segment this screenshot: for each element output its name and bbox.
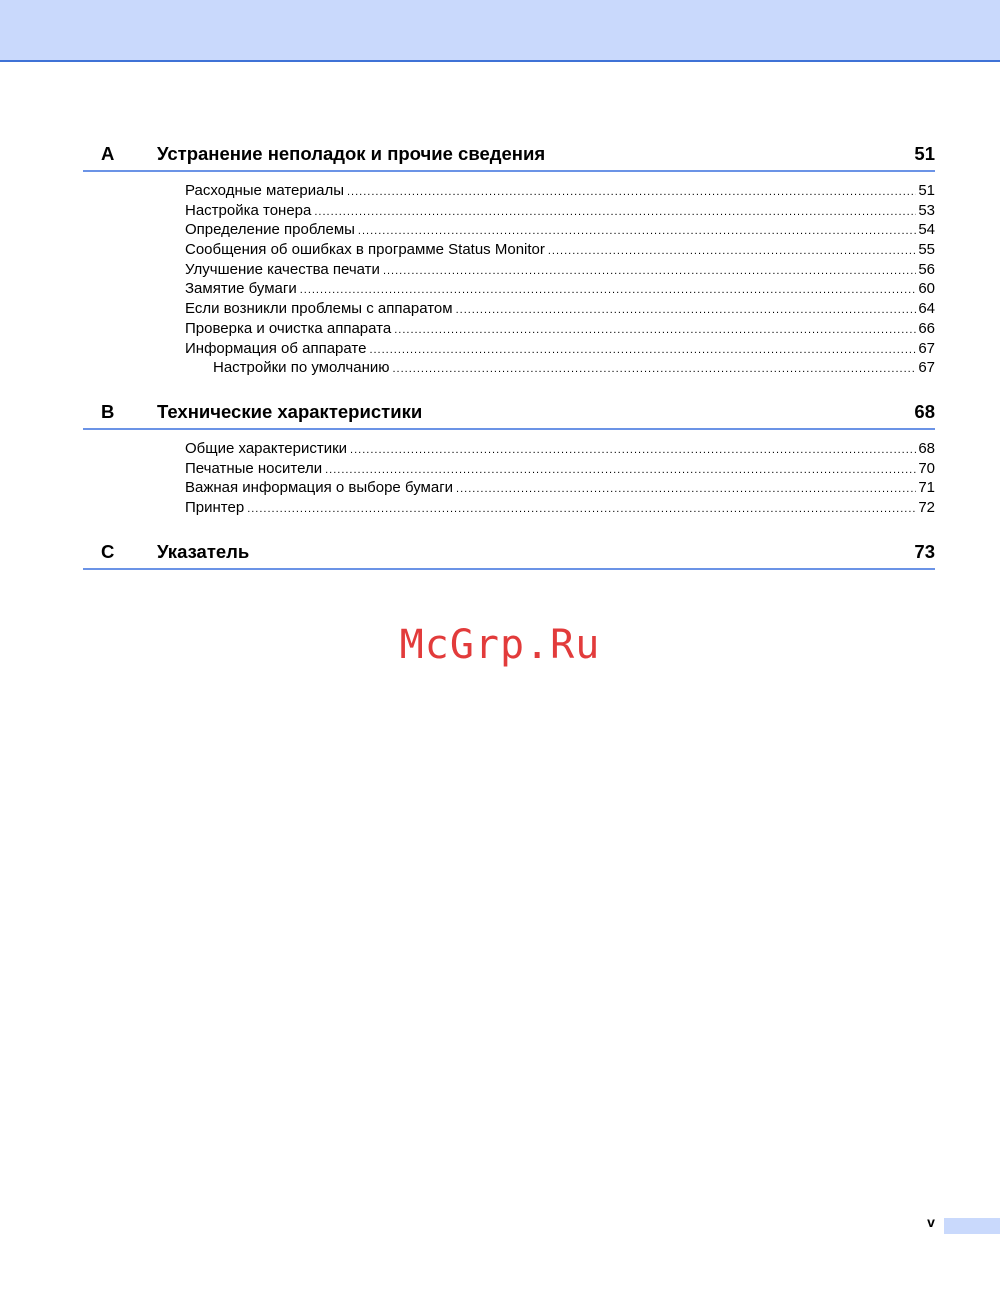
toc-entry-page: 56 xyxy=(918,260,935,278)
toc-subentry[interactable] xyxy=(83,358,935,378)
toc-entry-page: 71 xyxy=(918,479,935,497)
chapter-b-entries xyxy=(83,430,935,536)
dot-leader xyxy=(456,478,916,498)
dot-leader xyxy=(247,498,916,518)
chapter-page: 51 xyxy=(914,143,935,164)
toc-entry-label: Улучшение качества печати xyxy=(185,260,380,278)
toc-entry-label: Настройка тонера xyxy=(185,201,312,219)
toc-entry[interactable] xyxy=(83,319,935,339)
dot-leader xyxy=(358,220,916,240)
toc-entry-label: Расходные материалы xyxy=(185,182,344,199)
toc-entry-label: Информация об аппарате xyxy=(185,339,367,357)
chapter-title: Указатель xyxy=(157,540,250,562)
toc-entry-label: Настройки по умолчанию xyxy=(213,359,390,377)
toc-entry-page: 70 xyxy=(918,459,935,477)
toc-entry[interactable] xyxy=(83,260,935,280)
toc-entry-label: Проверка и очистка аппарата xyxy=(185,319,392,337)
chapter-page: 73 xyxy=(914,540,935,562)
toc-entry[interactable] xyxy=(83,181,935,201)
dot-leader xyxy=(347,181,916,201)
toc-entry-label: Важная информация о выборе бумаги xyxy=(185,479,454,497)
chapter-heading-a[interactable] xyxy=(83,138,935,172)
toc-entry-label: Принтер xyxy=(185,498,245,516)
toc-entry-page: 53 xyxy=(918,201,935,219)
toc-entry[interactable] xyxy=(83,339,935,359)
dot-leader xyxy=(394,319,916,339)
chapter-letter: A xyxy=(101,143,115,164)
toc-entry-label: Если возникли проблемы с аппаратом xyxy=(185,300,453,318)
dot-leader xyxy=(548,240,916,260)
dot-leader xyxy=(300,279,917,299)
toc-entry-page: 66 xyxy=(918,319,935,337)
toc-entry-page: 51 xyxy=(918,182,935,199)
chapter-a-entries xyxy=(83,172,935,396)
toc-entry[interactable] xyxy=(83,299,935,319)
toc-entry-page: 68 xyxy=(918,439,935,457)
dot-leader xyxy=(350,439,916,459)
toc-entry-page: 67 xyxy=(918,339,935,357)
dot-leader xyxy=(325,459,916,479)
toc-entry-page: 60 xyxy=(918,280,935,298)
dot-leader xyxy=(393,358,917,378)
toc-entry[interactable] xyxy=(83,279,935,299)
toc-entry-label: Общие характеристики xyxy=(185,439,348,457)
chapter-heading-b[interactable] xyxy=(83,396,935,430)
toc-entry[interactable] xyxy=(83,459,935,479)
page-tab-marker xyxy=(944,1218,1000,1234)
dot-leader xyxy=(369,339,916,359)
toc-entry[interactable] xyxy=(83,240,935,260)
toc-entry-label: Сообщения об ошибках в программе Status Monitor xyxy=(185,241,545,259)
chapter-page: 68 xyxy=(914,400,935,422)
toc-entry-page: 55 xyxy=(918,241,935,259)
toc-entry-label: Печатные носители xyxy=(185,459,323,477)
toc-entry-label: Определение проблемы xyxy=(185,221,355,239)
toc-entry-page: 72 xyxy=(918,498,935,516)
page-number: v xyxy=(927,1214,935,1230)
dot-leader xyxy=(383,260,916,280)
toc-entry[interactable] xyxy=(83,498,935,518)
watermark-text: McGrp.Ru xyxy=(399,622,601,668)
chapter-letter: C xyxy=(101,540,115,562)
dot-leader xyxy=(314,201,916,221)
toc-entry[interactable] xyxy=(83,439,935,459)
chapter-title: Устранение неполадок и прочие сведения xyxy=(157,143,546,164)
dot-leader xyxy=(456,299,917,319)
header-band xyxy=(0,0,1000,62)
toc-entry-label: Замятие бумаги xyxy=(185,280,297,298)
toc-entry-page: 64 xyxy=(918,300,935,318)
chapter-heading-c[interactable] xyxy=(83,536,935,570)
toc-entry[interactable] xyxy=(83,478,935,498)
table-of-contents xyxy=(83,138,935,570)
toc-entry-page: 67 xyxy=(918,359,935,377)
chapter-title: Технические характеристики xyxy=(157,400,423,422)
chapter-letter: B xyxy=(101,400,115,422)
toc-entry-page: 54 xyxy=(918,221,935,239)
toc-entry[interactable] xyxy=(83,201,935,221)
toc-entry[interactable] xyxy=(83,220,935,240)
